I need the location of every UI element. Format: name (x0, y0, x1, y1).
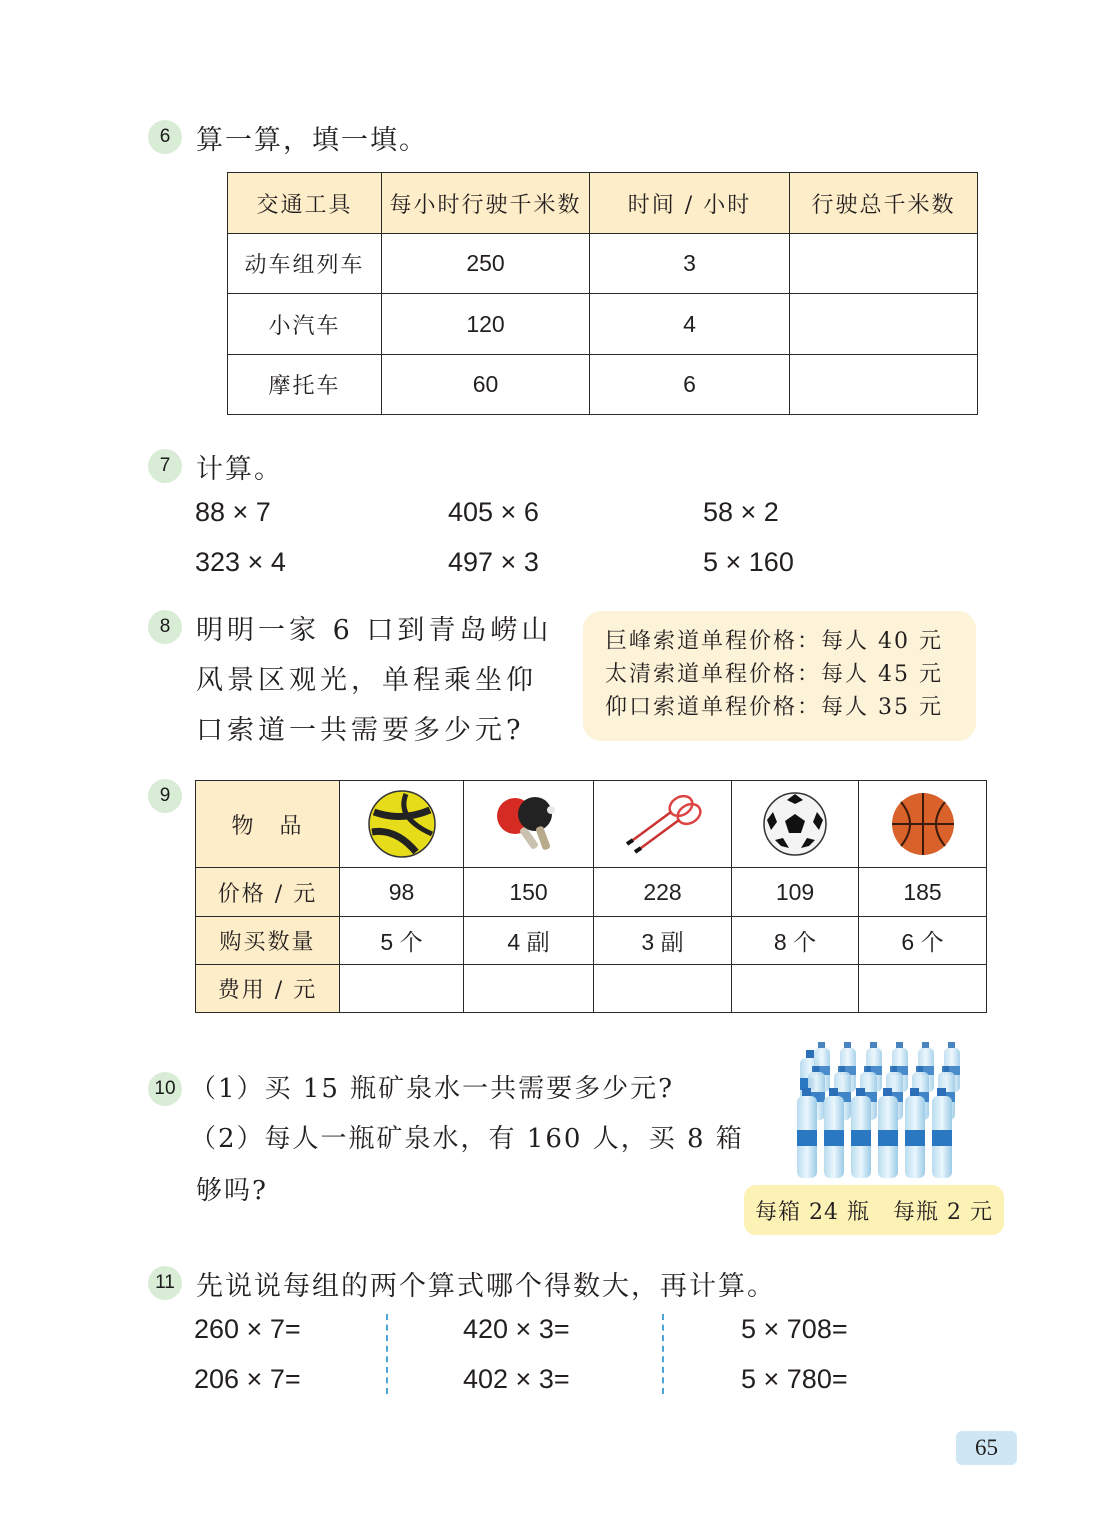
q6-header-total: 行驶总千米数 (790, 173, 978, 234)
q6-table (227, 172, 978, 415)
q11-expr: 5 × 708= (741, 1314, 848, 1344)
q7-expr: 5 × 160 (703, 547, 794, 577)
q7-expr: 497 × 3 (448, 547, 539, 577)
q9-price-label: 价格 / 元 (196, 868, 340, 917)
q6-title: 算一算，填一填。 (196, 125, 428, 156)
q7-expr: 88 × 7 (195, 497, 271, 527)
q8-line: 口索道一共需要多少元? (196, 715, 525, 746)
question-number-11: 11 (148, 1266, 182, 1300)
q7-expr: 405 × 6 (448, 497, 539, 527)
bottle-price-tag: 每箱 24 瓶 每瓶 2 元 (744, 1185, 1004, 1235)
q9-cost-blank[interactable] (732, 965, 859, 1013)
price-line: 仰口索道单程价格：每人 35 元 (605, 695, 943, 720)
q10-line: 够吗? (196, 1176, 268, 1206)
q6-vehicle: 动车组列车 (228, 234, 382, 294)
q7-expr: 323 × 4 (195, 547, 286, 577)
q11-expr: 206 × 7= (194, 1364, 301, 1394)
q9-price: 185 (859, 868, 987, 917)
soccer-ball-image (732, 781, 859, 868)
q9-price: 150 (464, 868, 594, 917)
q8-line: 明明一家 6 口到青岛崂山 (196, 615, 553, 646)
price-line: 太清索道单程价格：每人 45 元 (605, 662, 943, 687)
group-divider (662, 1314, 664, 1394)
table-row (228, 234, 978, 294)
q6-total-blank[interactable] (790, 234, 978, 294)
question-number-6: 6 (148, 120, 182, 154)
question-number-10: 10 (148, 1072, 182, 1106)
q11-expr: 420 × 3= (463, 1314, 570, 1344)
question-number-8: 8 (148, 610, 182, 644)
q6-vehicle: 小汽车 (228, 294, 382, 355)
q10-line: （1）买 15 瓶矿泉水一共需要多少元? (190, 1074, 675, 1104)
volleyball-image (340, 781, 464, 868)
question-number-7: 7 (148, 449, 182, 483)
q6-vehicle: 摩托车 (228, 355, 382, 415)
q9-item-label: 物 品 (196, 781, 340, 868)
q7-expr: 58 × 2 (703, 497, 779, 527)
q6-header-time: 时间 / 小时 (590, 173, 790, 234)
q9-cost-blank[interactable] (594, 965, 732, 1013)
price-line: 巨峰索道单程价格：每人 40 元 (605, 629, 943, 654)
q9-price: 228 (594, 868, 732, 917)
table-row (196, 965, 987, 1013)
q6-total-blank[interactable] (790, 294, 978, 355)
q9-table (195, 780, 987, 1013)
q9-price: 98 (340, 868, 464, 917)
q11-expr: 402 × 3= (463, 1364, 570, 1394)
q9-qty: 3 副 (594, 917, 732, 965)
table-row (228, 294, 978, 355)
q9-qty-label: 购买数量 (196, 917, 340, 965)
q11-expr: 5 × 780= (741, 1364, 848, 1394)
q9-qty: 4 副 (464, 917, 594, 965)
page-number: 65 (956, 1431, 1017, 1465)
q9-cost-blank[interactable] (464, 965, 594, 1013)
q6-time: 6 (590, 355, 790, 415)
q6-speed: 60 (382, 355, 590, 415)
q6-total-blank[interactable] (790, 355, 978, 415)
cable-car-price-box (583, 611, 976, 741)
q6-time: 4 (590, 294, 790, 355)
q8-line: 风景区观光，单程乘坐仰 (196, 665, 537, 696)
q9-cost-blank[interactable] (859, 965, 987, 1013)
ping-pong-paddles-image (464, 781, 594, 868)
q10-line: （2）每人一瓶矿泉水，有 160 人，买 8 箱 (190, 1124, 744, 1154)
q6-speed: 120 (382, 294, 590, 355)
q9-cost-blank[interactable] (340, 965, 464, 1013)
badminton-rackets-image (594, 781, 732, 868)
table-row (196, 917, 987, 965)
q9-price: 109 (732, 868, 859, 917)
q6-header-speed: 每小时行驶千米数 (382, 173, 590, 234)
q9-qty: 6 个 (859, 917, 987, 965)
q7-title: 计算。 (196, 454, 283, 485)
q9-cost-label: 费用 / 元 (196, 965, 340, 1013)
q9-qty: 8 个 (732, 917, 859, 965)
q11-title: 先说说每组的两个算式哪个得数大，再计算。 (196, 1271, 776, 1302)
table-row (228, 355, 978, 415)
question-number-9: 9 (148, 779, 182, 813)
water-bottles-image (792, 1040, 974, 1180)
q6-time: 3 (590, 234, 790, 294)
basketball-image (859, 781, 987, 868)
q9-qty: 5 个 (340, 917, 464, 965)
table-row (196, 868, 987, 917)
group-divider (386, 1314, 388, 1394)
q11-expr: 260 × 7= (194, 1314, 301, 1344)
q6-header-vehicle: 交通工具 (228, 173, 382, 234)
q6-speed: 250 (382, 234, 590, 294)
